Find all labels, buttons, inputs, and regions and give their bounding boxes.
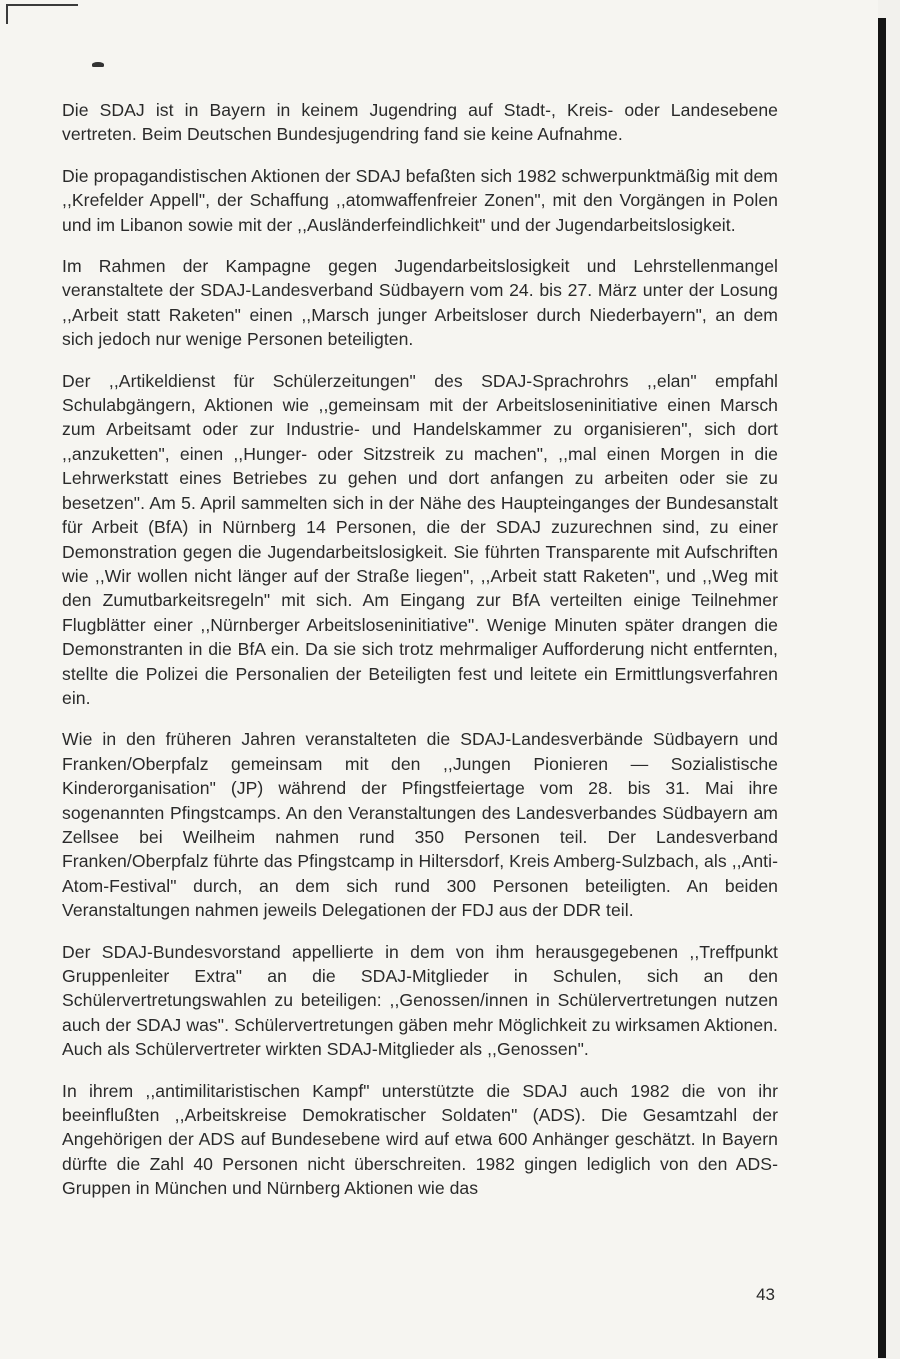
paragraph-artikeldienst: Der ,,Artikeldienst für Schülerzeitungen" des SDAJ-Sprachrohrs ,,elan" empfahl Schulabgängern, Aktionen wie ,,gemeinsam mit der Arbeitsloseninitiative einen Marsch zum Arbeitsamt oder zur Industrie- und Handelskammer zu organisieren", sich dort ,,anzuketten", einen ,,Hunger- oder Sitzstreik zu machen", ,,mal einen Morgen in die Lehrwerkstatt eines Betriebes zu gehen und dort anfangen zu arbeiten oder sie zu besetzen". Am 5. April sammelten sich in der Nähe des Haupteinganges der Bundesanstalt für Arbeit (BfA) in Nürnberg 14 Personen, die der SDAJ zuzurechnen sind, zu einer Demonstration gegen die Jugendarbeitslosigkeit. Sie führten Transparente mit Aufschriften wie ,,Wir wollen nicht länger auf der Straße liegen", ,,Arbeit statt Raketen", und ,,Weg mit den Zumutbarkeitsregeln" mit sich. Am Eingang zur BfA verteilten einige Teilnehmer Flugblätter einer ,,Nürnberger Arbeitsloseninitiative". Wenige Minuten später drangen die Demonstranten in die BfA ein. Da sie sich trotz mehrmaliger Aufforderung nicht entfernten, stellte die Polizei die Personalien der Beteiligten fest und leitete ein Ermittlungsverfahren ein. — [62, 370, 778, 708]
binding-edge-bar — [878, 18, 886, 1358]
paragraph-jugendring: Die SDAJ ist in Bayern in keinem Jugendring auf Stadt-, Kreis- oder Landesebene vertreten. Beim Deutschen Bundesjugendring fand sie keine Aufnahme. — [62, 100, 778, 145]
document-page — [62, 98, 778, 1218]
page-number: 43 — [756, 1285, 775, 1304]
paragraph-antimilitarismus: In ihrem ,,antimilitaristischen Kampf" unterstützte die SDAJ auch 1982 die von ihr beeinflußten ,,Arbeitskreise Demokratischer Soldaten" (ADS). Die Gesamtzahl der Angehörigen der ADS auf Bundesebene wird auf etwa 600 Anhänger geschätzt. In Bayern dürfte die Zahl 40 Personen nicht überschreiten. 1982 gingen lediglich von den ADS-Gruppen in München und Nürnberg Aktionen wie das — [62, 1080, 778, 1199]
paragraph-pfingstcamps: Wie in den früheren Jahren veranstalteten die SDAJ-Landesverbände Südbayern und Franken/Oberpfalz gemeinsam mit den ,,Jungen Pionieren — Sozialistische Kinderorganisation" (JP) während der Pfingstfeiertage vom 28. bis 31. Mai ihre sogenannten Pfingstcamps. An den Veranstaltungen des Landesverbandes Südbayern am Zellsee bei Weilheim nahmen rund 350 Personen teil. Der Landesverband Franken/Oberpfalz führte das Pfingstcamp in Hiltersdorf, Kreis Amberg-Sulzbach, als ,,Anti-Atom-Festival" durch, an dem sich rund 300 Personen beteiligten. An beiden Veranstaltungen nahmen jeweils Delegationen der FDJ aus der DDR teil. — [62, 729, 778, 921]
paragraph-propaganda: Die propagandistischen Aktionen der SDAJ befaßten sich 1982 schwerpunktmäßig mit dem ,,Krefelder Appell", der Schaffung ,,atomwaffenfreier Zonen", mit den Vorgängen in Polen und im Libanon sowie mit der ,,Ausländerfeindlichkeit" und der Jugendarbeitslosigkeit. — [62, 165, 778, 235]
scan-speck — [92, 62, 104, 67]
scan-corner-mark — [6, 4, 78, 24]
paragraph-kampagne: Im Rahmen der Kampagne gegen Jugendarbeitslosigkeit und Lehrstellenmangel veranstaltete der SDAJ-Landesverband Südbayern vom 24. bis 27. März unter der Losung ,,Arbeit statt Raketen" einen ,,Marsch junger Arbeitsloser durch Niederbayern", an dem sich jedoch nur wenige Personen beteiligten. — [62, 256, 778, 350]
paragraph-bundesvorstand: Der SDAJ-Bundesvorstand appellierte in dem von ihm herausgegebenen ,,Treffpunkt Gruppenleiter Extra" an die SDAJ-Mitglieder in Schulen, sich an den Schülervertretungswahlen zu beteiligen: ,,Genossen/innen in Schülervertretungen nutzen auch der SDAJ was". Schülervertretungen gäben mehr Möglichkeit zu wirksamen Aktionen. Auch als Schülervertreter wirkten SDAJ-Mitglieder als ,,Genossen". — [62, 941, 778, 1060]
